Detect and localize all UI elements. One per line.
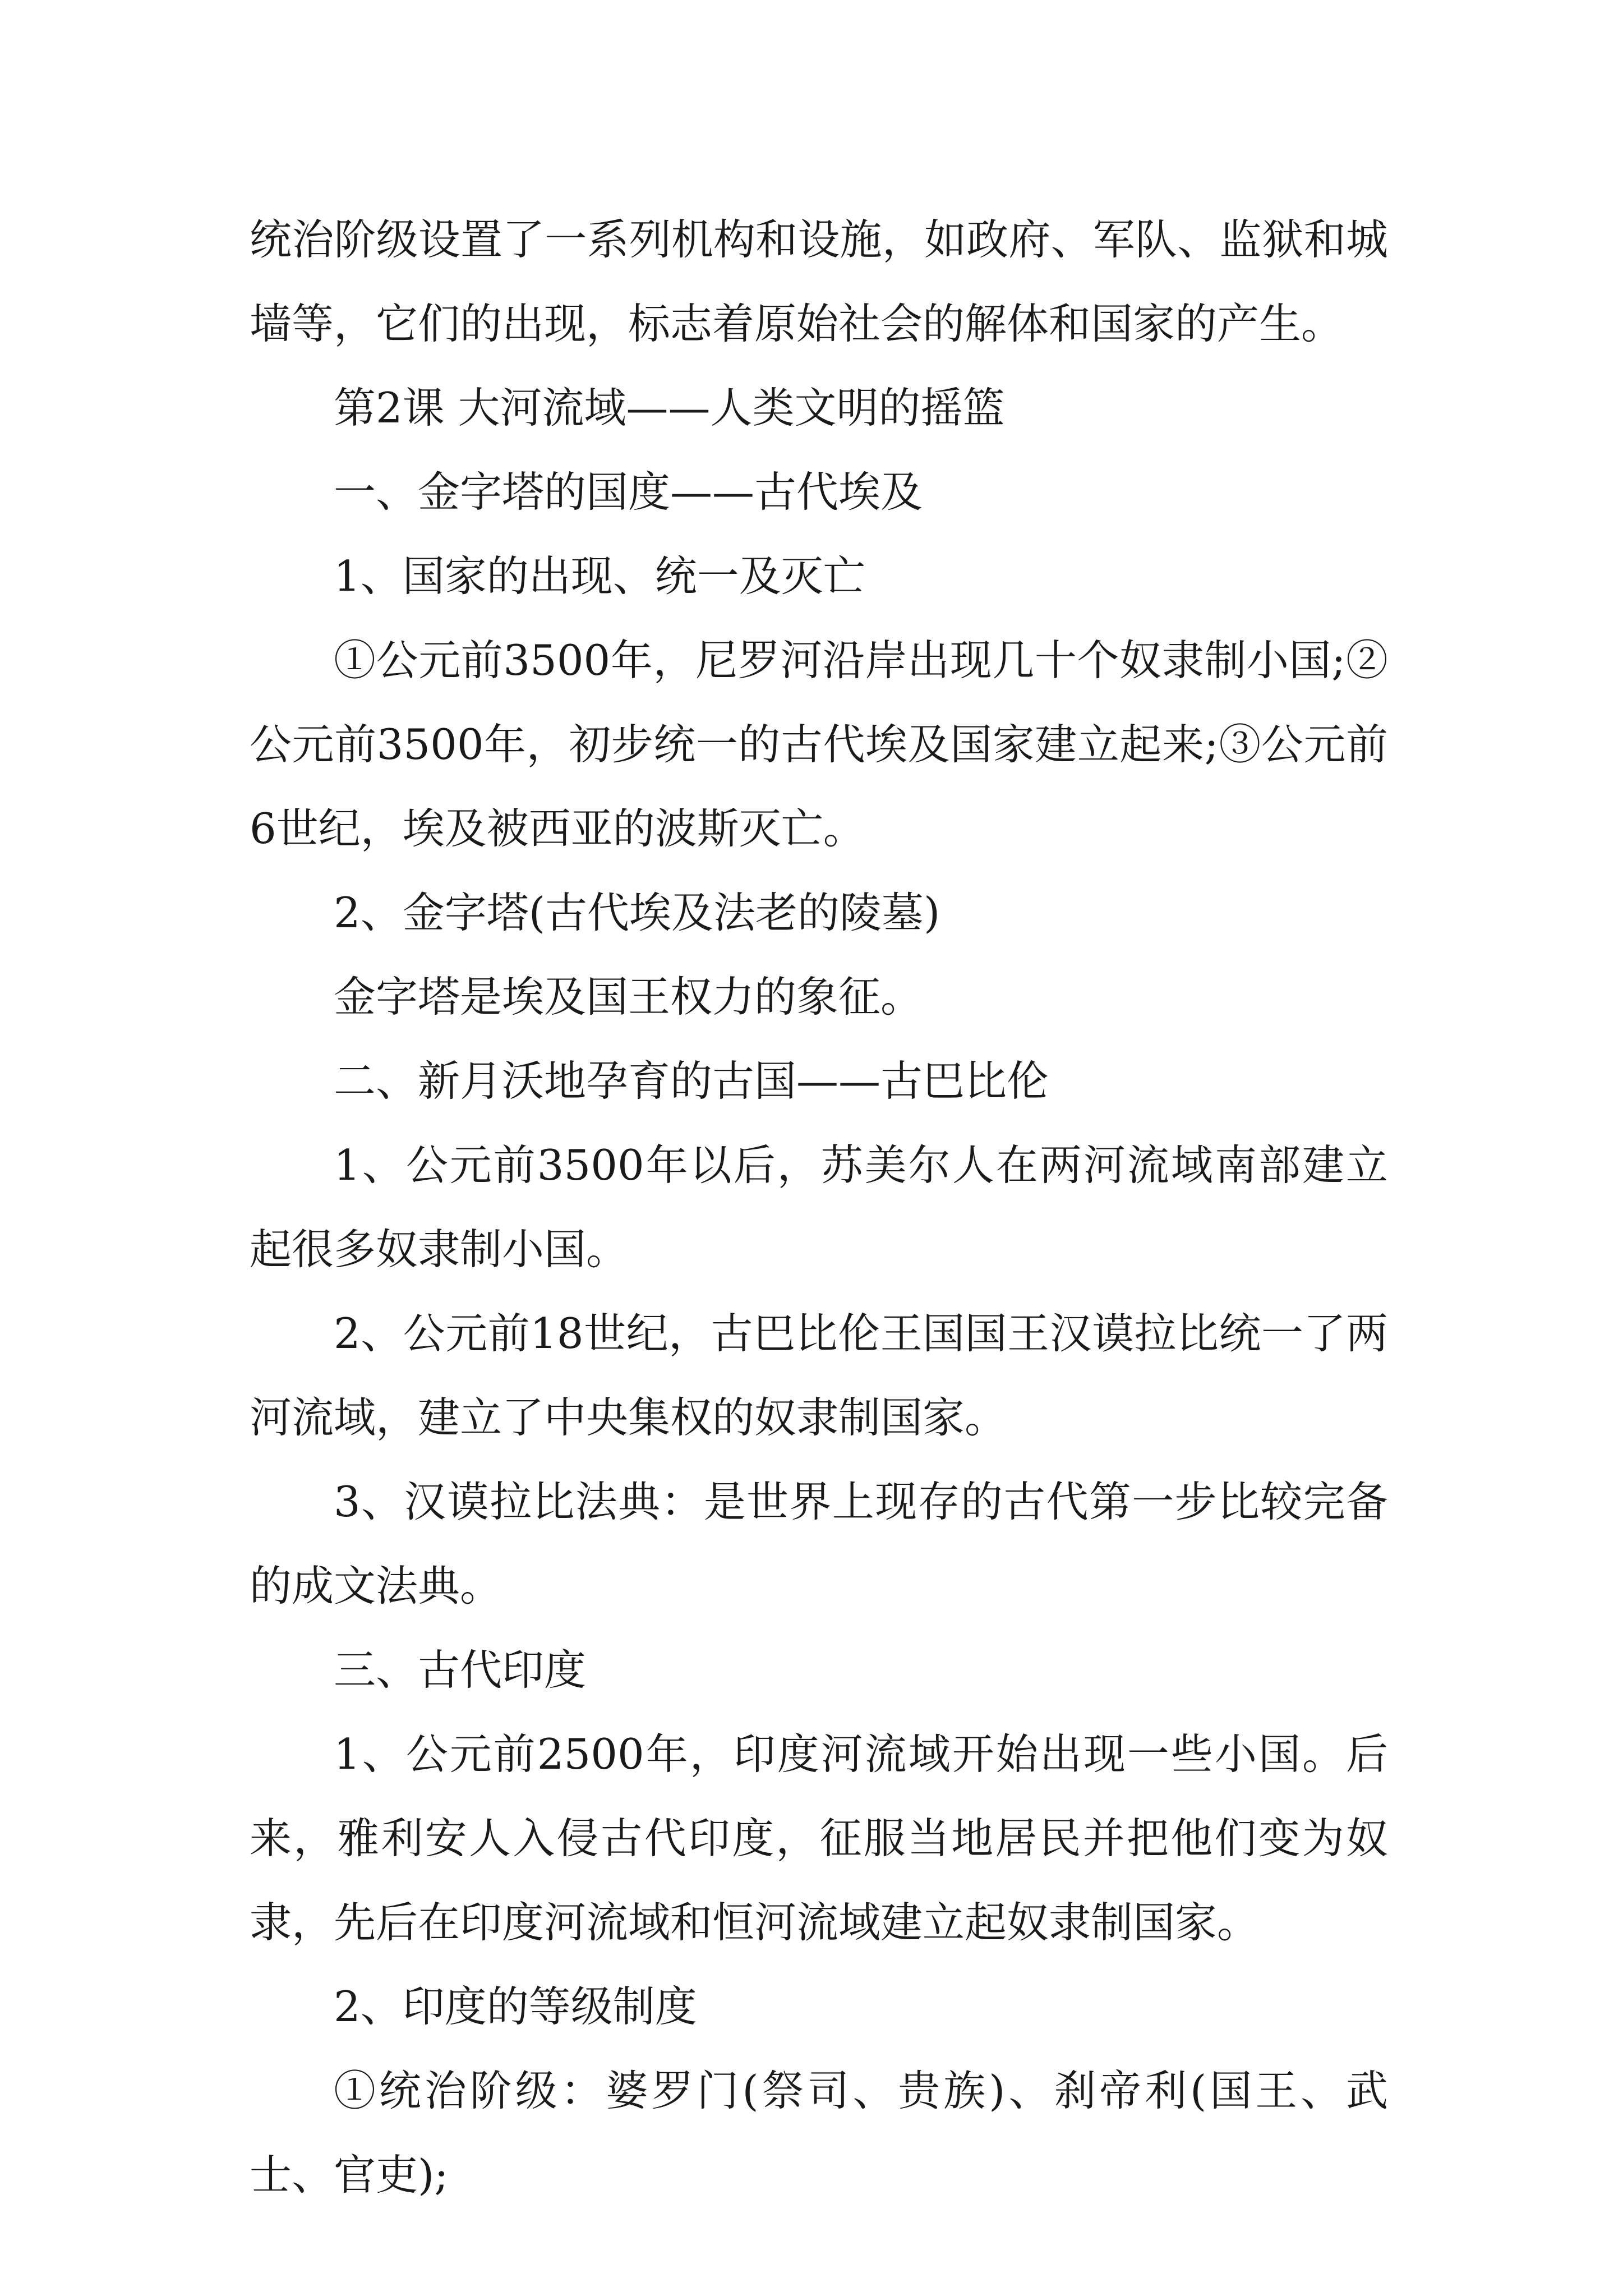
section-heading-india: 三、古代印度: [334, 1645, 587, 1695]
subheading-state-formation: 1、国家的出现、统一及灭亡: [334, 551, 865, 601]
paragraph-india-states: 1、公元前2500年，印度河流域开始出现一些小国。后来，雅利安人入侵古代印度，征服当地居民并把他们变为奴隶，先后在印度河流域和恒河流域建立起奴隶制国家。: [250, 1729, 1388, 1947]
paragraph-hammurabi-code: 3、汉谟拉比法典：是世界上现存的古代第一步比较完备的成文法典。: [250, 1477, 1388, 1611]
section-heading-egypt: 一、金字塔的国度——古代埃及: [334, 467, 923, 517]
paragraph-sumerians: 1、公元前3500年以后，苏美尔人在两河流域南部建立起很多奴隶制小国。: [250, 1140, 1388, 1274]
paragraph-egypt-timeline: ①公元前3500年，尼罗河沿岸出现几十个奴隶制小国;②公元前3500年，初步统一的古代埃及国家建立起来;③公元前6世纪，埃及被西亚的波斯灭亡。: [250, 636, 1388, 853]
subheading-caste-system: 2、印度的等级制度: [334, 1982, 697, 2031]
lesson-title: 第2课 大河流域——人类文明的摇篮: [334, 383, 1005, 432]
section-heading-babylon: 二、新月沃地孕育的古国——古巴比伦: [334, 1056, 1049, 1106]
paragraph-pyramid-symbol: 金字塔是埃及国王权力的象征。: [334, 972, 923, 1022]
document-body: [250, 197, 1388, 2217]
paragraph-hammurabi-unification: 2、公元前18世纪，古巴比伦王国国王汉谟拉比统一了两河流域，建立了中央集权的奴隶制国家。: [250, 1309, 1388, 1442]
subheading-pyramids: 2、金字塔(古代埃及法老的陵墓): [334, 888, 940, 937]
paragraph-ruling-class: ①统治阶级：婆罗门(祭司、贵族)、刹帝利(国王、武士、官吏);: [250, 2066, 1388, 2200]
paragraph-continuation: 统治阶级设置了一系列机构和设施，如政府、军队、监狱和城墙等，它们的出现，标志着原始社会的解体和国家的产生。: [250, 215, 1388, 348]
